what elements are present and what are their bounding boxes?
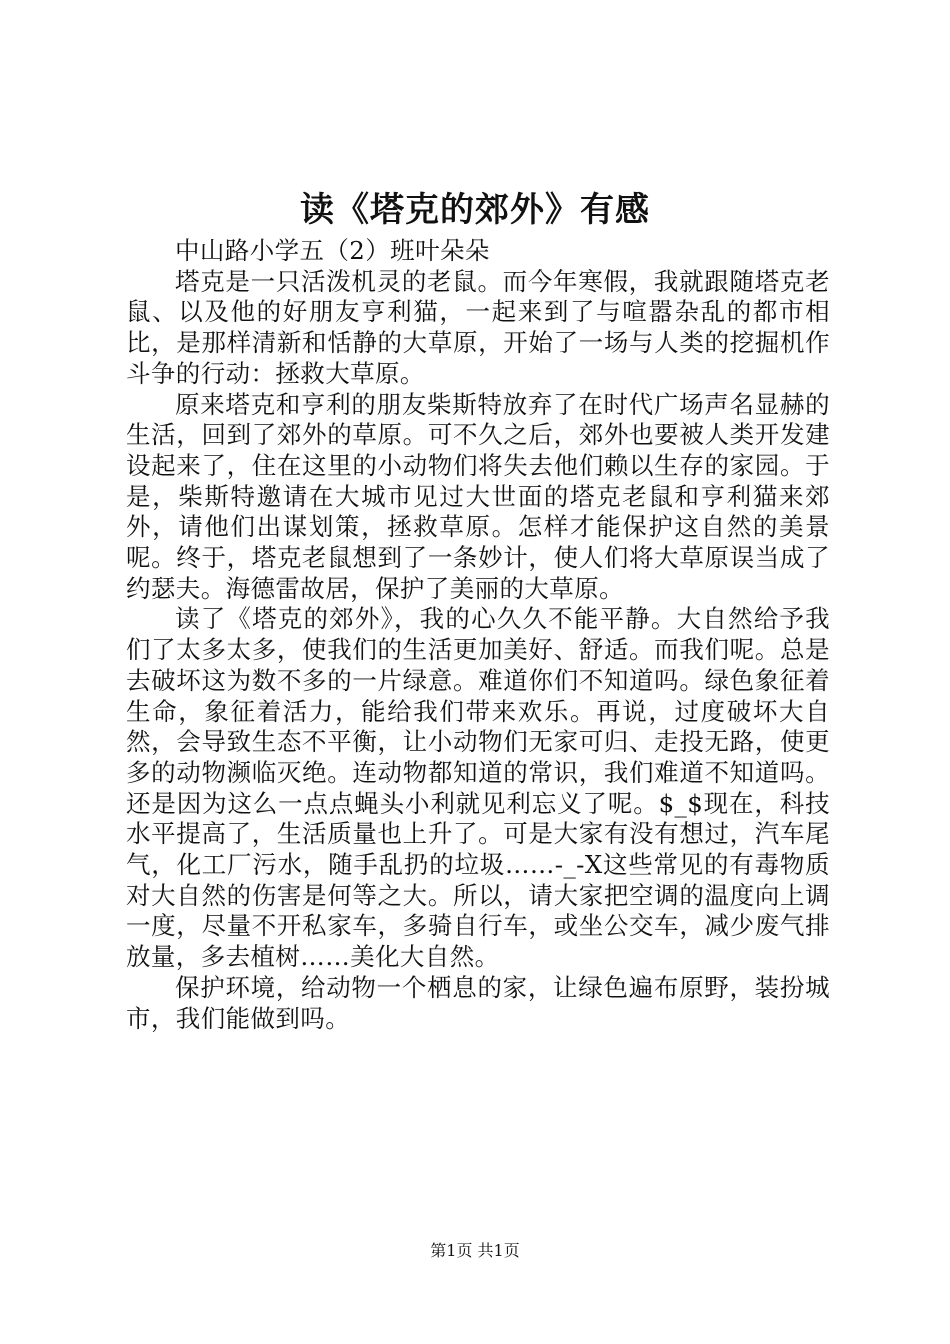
- page-footer: 第1页 共1页: [430, 1241, 520, 1260]
- page-title: 读《塔克的郊外》有感: [300, 190, 650, 230]
- paragraph-2: 原来塔克和亨利的朋友柴斯特放弃了在时代广场声名显赫的生活，回到了郊外的草原。可不久之后，郊外也要被人类开发建设起来了，住在这里的小动物们将失去他们赖以生存的家园。于是，柴斯特邀请在大城市见过大世面的塔克老鼠和亨利猫来郊外，请他们出谋划策，拯救草原。怎样才能保护这自然的美景呢。终于，塔克老鼠想到了一条妙计，使人们将大草原误当成了约瑟夫。海德雷故居，保护了美丽的大草原。: [126, 389, 830, 603]
- paragraph-4: 保护环境，给动物一个栖息的家，让绿色遍布原野，装扮城市，我们能做到吗。: [126, 972, 830, 1033]
- paragraph-3: 读了《塔克的郊外》，我的心久久不能平静。大自然给予我们了太多太多，使我们的生活更加美好、舒适。而我们呢。总是去破坏这为数不多的一片绿意。难道你们不知道吗。绿色象征着生命，象征着活力，能给我们带来欢乐。再说，过度破坏大自然，会导致生态不平衡，让小动物们无家可归、走投无路，使更多的动物濒临灭绝。连动物都知道的常识，我们难道不知道吗。还是因为这么一点点蝇头小利就见利忘义了呢。$_$现在，科技水平提高了，生活质量也上升了。可是大家有没有想过，汽车尾气，化工厂污水，随手乱扔的垃圾……-_-X这些常见的有毒物质对大自然的伤害是何等之大。所以，请大家把空调的温度向上调一度，尽量不开私家车，多骑自行车，或坐公交车，减少废气排放量，多去植树……美化大自然。: [126, 604, 830, 972]
- paragraph-1: 塔克是一只活泼机灵的老鼠。而今年寒假，我就跟随塔克老鼠、以及他的好朋友亨利猫，一起来到了与喧嚣杂乱的都市相比，是那样清新和恬静的大草原，开始了一场与人类的挖掘机作斗争的行动：拯救大草原。: [126, 266, 830, 388]
- document-body: [126, 236, 830, 1034]
- author-line: 中山路小学五（2）班叶朵朵: [175, 236, 490, 265]
